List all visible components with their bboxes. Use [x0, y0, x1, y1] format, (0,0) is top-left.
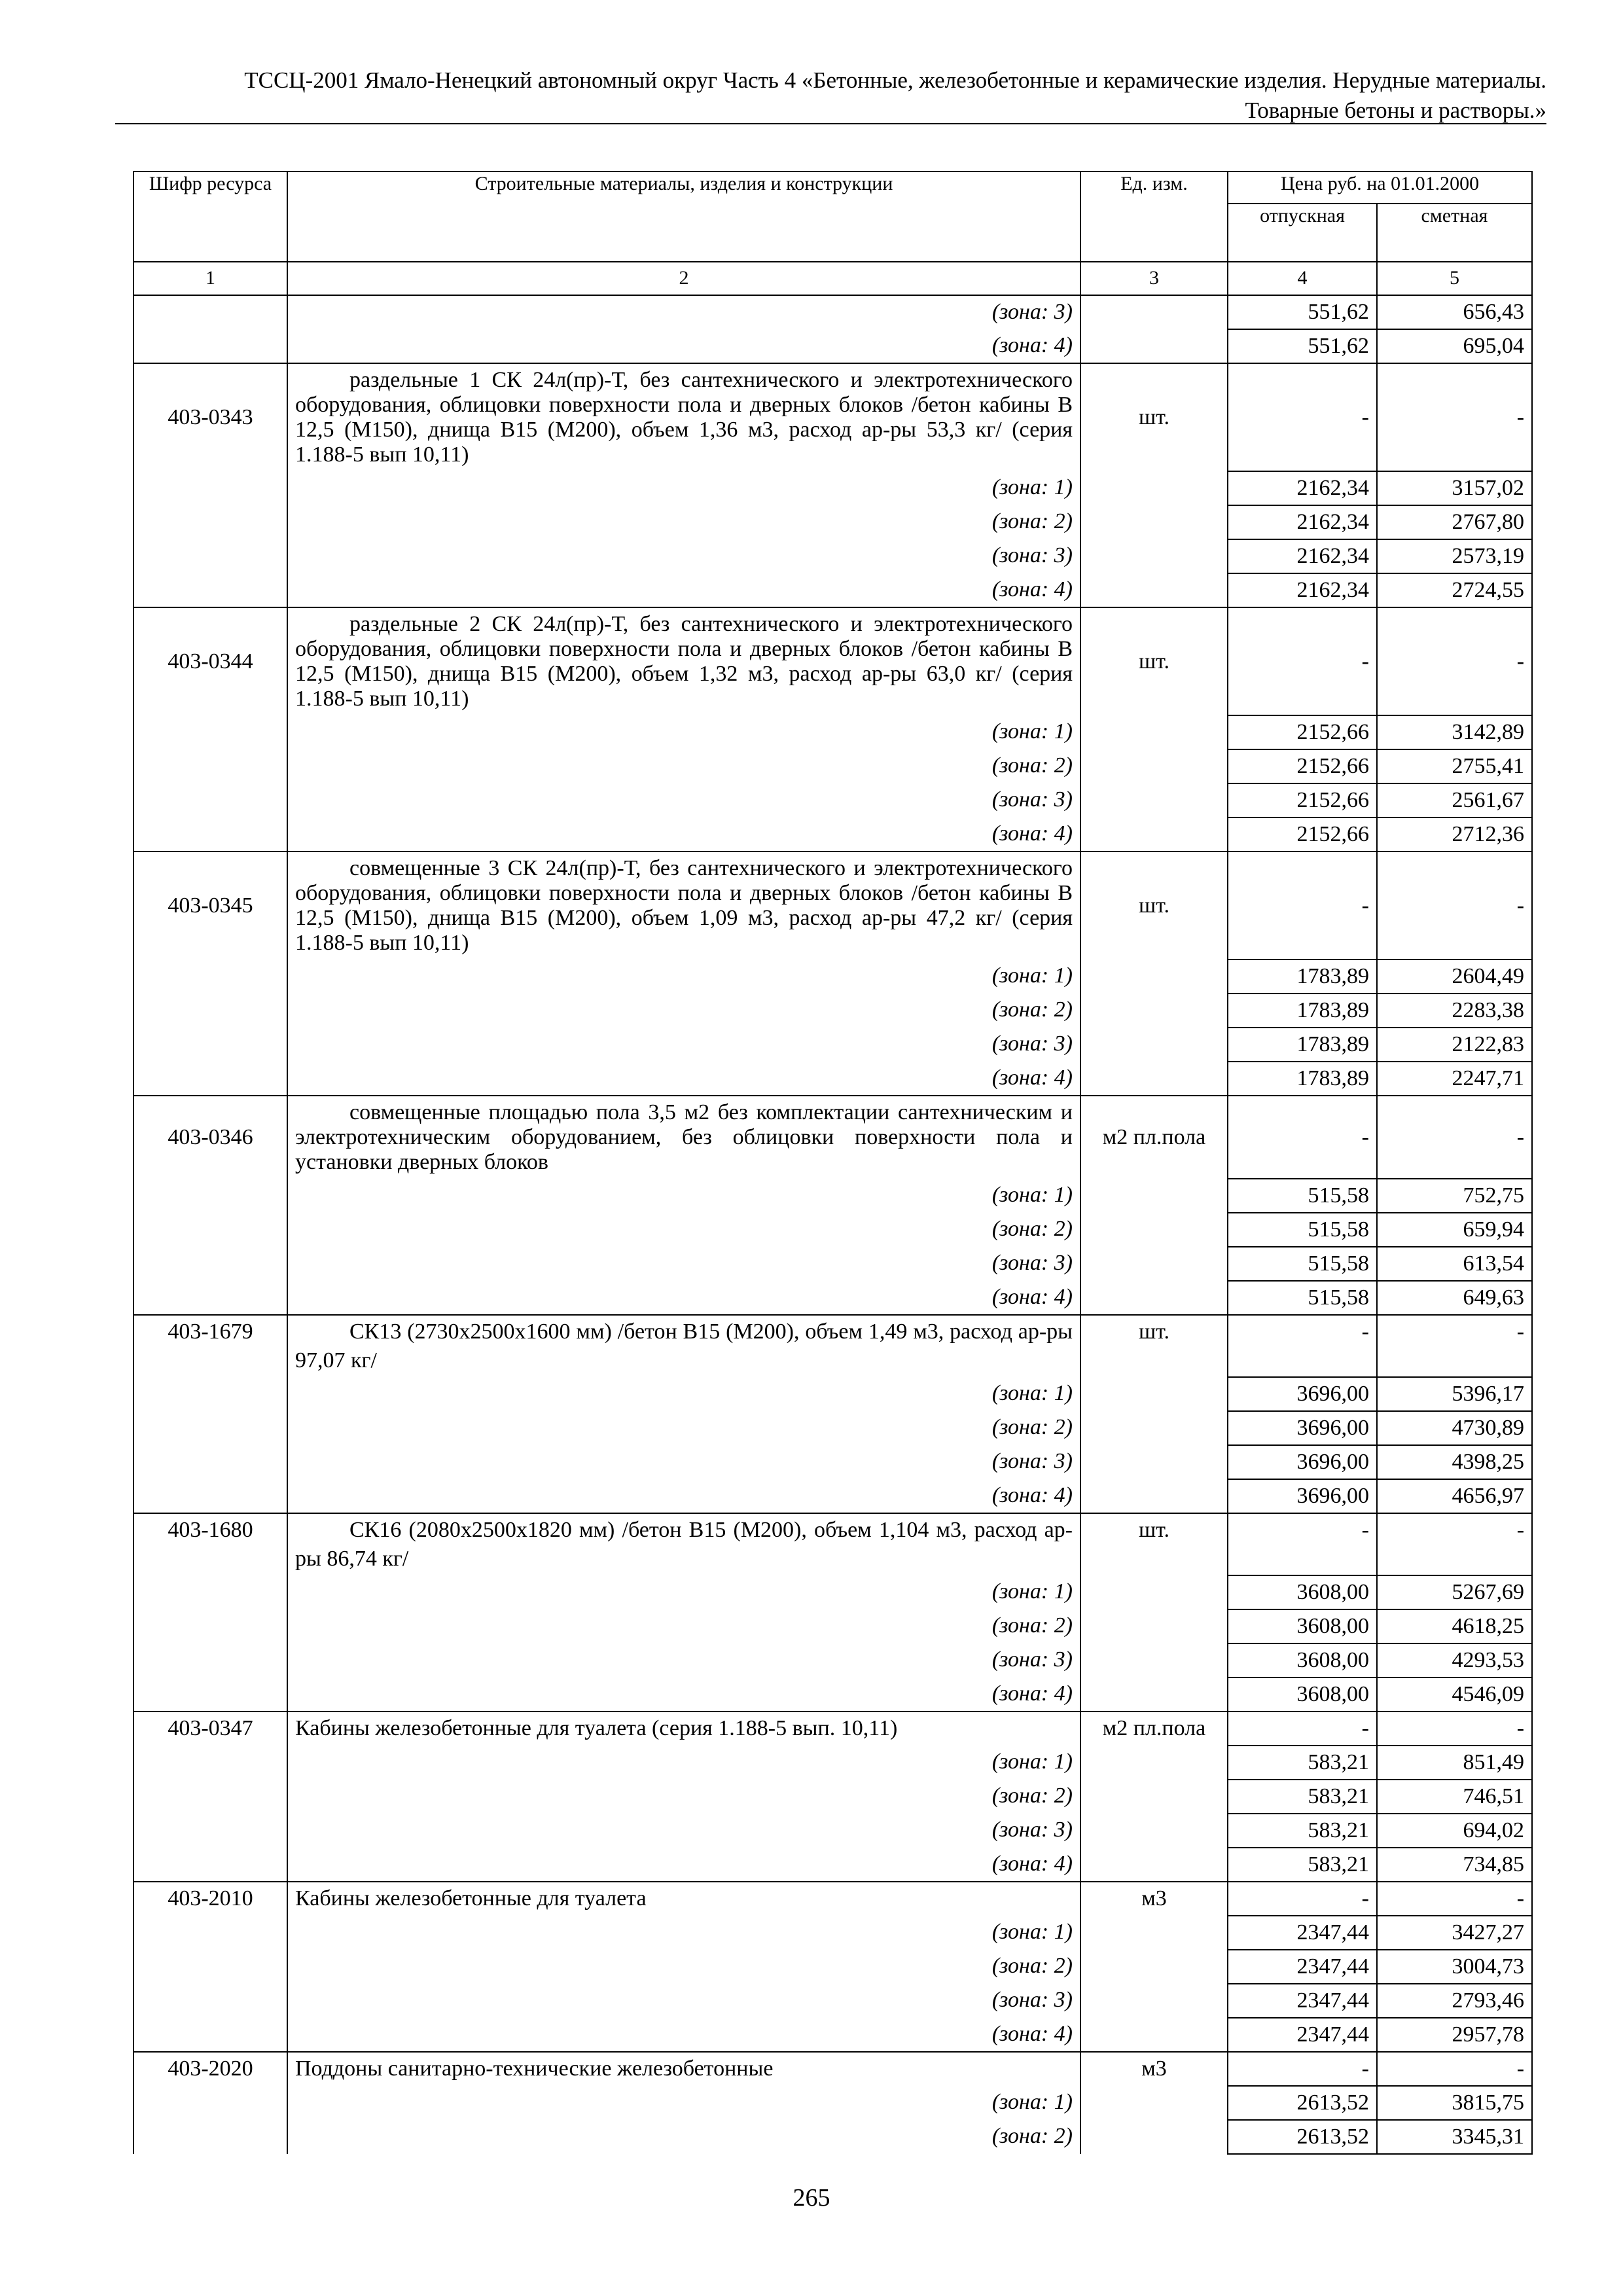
zone-release-price: 2162,34	[1228, 539, 1377, 573]
resource-code: 403-1679	[134, 1315, 287, 1377]
resource-release-price: -	[1228, 363, 1377, 471]
zone-label: (зона: 1)	[287, 1916, 1080, 1950]
resource-code: 403-1680	[134, 1513, 287, 1575]
resource-description: Кабины железобетонные для туалета (серия 1.188-5 вып. 10,11)	[295, 1716, 898, 1740]
empty-code-cell	[134, 783, 287, 817]
resource-code: 403-0347	[134, 1712, 287, 1746]
zone-estimate-price: 2755,41	[1377, 749, 1532, 783]
resource-release-price: -	[1228, 1712, 1377, 1746]
zone-label: (зона: 2)	[287, 2120, 1080, 2154]
zone-label: (зона: 4)	[287, 573, 1080, 607]
empty-unit-cell	[1080, 1479, 1228, 1513]
zone-release-price: 2162,34	[1228, 471, 1377, 505]
col-header-price-release: отпускная	[1228, 204, 1377, 262]
zone-label: (зона: 3)	[287, 1984, 1080, 2018]
zone-release-price: 583,21	[1228, 1814, 1377, 1848]
zone-row	[134, 1609, 1532, 1643]
zone-label: (зона: 2)	[287, 749, 1080, 783]
resource-row	[134, 2052, 1532, 2086]
empty-code-cell	[134, 1062, 287, 1096]
empty-code-cell	[134, 1609, 287, 1643]
resource-description-cell	[287, 1513, 1080, 1575]
zone-release-price: 2162,34	[1228, 505, 1377, 539]
zone-label: (зона: 2)	[287, 1411, 1080, 1445]
zone-release-price: 583,21	[1228, 1848, 1377, 1882]
empty-unit-cell	[1080, 715, 1228, 749]
zone-label: (зона: 4)	[287, 2018, 1080, 2052]
resource-row	[134, 1712, 1532, 1746]
resource-release-price: -	[1228, 1315, 1377, 1377]
zone-estimate-price: 613,54	[1377, 1247, 1532, 1281]
empty-unit-cell	[1080, 1814, 1228, 1848]
zone-release-price: 3696,00	[1228, 1377, 1377, 1411]
zone-row	[134, 1677, 1532, 1712]
zone-estimate-price: 2793,46	[1377, 1984, 1532, 2018]
zone-row	[134, 1445, 1532, 1479]
empty-unit-cell	[1080, 1643, 1228, 1677]
zone-release-price: 2613,52	[1228, 2086, 1377, 2120]
empty-code-cell	[134, 2120, 287, 2154]
empty-code-cell	[134, 1213, 287, 1247]
zone-estimate-price: 3142,89	[1377, 715, 1532, 749]
zone-estimate-price: 5267,69	[1377, 1575, 1532, 1609]
empty-unit-cell	[1080, 1677, 1228, 1712]
empty-unit-cell	[1080, 1213, 1228, 1247]
zone-estimate-price: 4546,09	[1377, 1677, 1532, 1712]
empty-unit-cell	[1080, 1609, 1228, 1643]
resource-unit: шт.	[1080, 852, 1228, 960]
zone-row	[134, 471, 1532, 505]
zone-row	[134, 1848, 1532, 1882]
empty-code-cell	[134, 573, 287, 607]
col-number: 1	[134, 262, 287, 295]
empty-unit-cell	[1080, 1575, 1228, 1609]
col-number: 2	[287, 262, 1080, 295]
zone-row	[134, 2018, 1532, 2052]
resource-unit: м2 пл.пола	[1080, 1096, 1228, 1179]
empty-unit-cell	[1080, 1179, 1228, 1213]
zone-release-price: 2347,44	[1228, 1950, 1377, 1984]
zone-release-price: 583,21	[1228, 1746, 1377, 1780]
zone-estimate-price: 4656,97	[1377, 1479, 1532, 1513]
empty-unit-cell	[1080, 471, 1228, 505]
resource-description: раздельные 2 СК 24л(пр)-Т, без сантехнического и электротехнического оборудования, облицовки поверхности пола и дверных блоков /бетон кабины В 12,5 (М150), днища В15 (М200), объем 1,32 м3, расход ар-ры 63,0 кг/ (серия 1.188-5 вып 10,11)	[295, 612, 1073, 711]
zone-estimate-price: 5396,17	[1377, 1377, 1532, 1411]
zone-label: (зона: 1)	[287, 1377, 1080, 1411]
resource-description-cell	[287, 607, 1080, 715]
col-number: 4	[1228, 262, 1377, 295]
empty-code-cell	[134, 1445, 287, 1479]
zone-release-price: 515,58	[1228, 1179, 1377, 1213]
empty-unit-cell	[1080, 295, 1228, 329]
empty-code-cell	[134, 1916, 287, 1950]
empty-code-cell	[134, 1411, 287, 1445]
zone-estimate-price: 3157,02	[1377, 471, 1532, 505]
zone-release-price: 515,58	[1228, 1281, 1377, 1315]
header-line-2: Товарные бетоны и растворы.»	[1245, 98, 1546, 123]
zone-label: (зона: 1)	[287, 1746, 1080, 1780]
empty-code-cell	[134, 1247, 287, 1281]
empty-code-cell	[134, 1281, 287, 1315]
resource-row	[134, 852, 1532, 960]
zone-release-price: 1783,89	[1228, 1028, 1377, 1062]
resource-description-cell	[287, 1315, 1080, 1377]
zone-estimate-price: 2283,38	[1377, 994, 1532, 1028]
resource-unit: м2 пл.пола	[1080, 1712, 1228, 1746]
zone-estimate-price: 2122,83	[1377, 1028, 1532, 1062]
zone-estimate-price: 2604,49	[1377, 960, 1532, 994]
zone-release-price: 3608,00	[1228, 1677, 1377, 1712]
resource-description-cell	[287, 1712, 1080, 1746]
zone-label: (зона: 4)	[287, 1848, 1080, 1882]
zone-estimate-price: 2767,80	[1377, 505, 1532, 539]
empty-unit-cell	[1080, 783, 1228, 817]
empty-unit-cell	[1080, 1028, 1228, 1062]
resource-estimate-price: -	[1377, 363, 1532, 471]
zone-release-price: 2152,66	[1228, 749, 1377, 783]
empty-code-cell	[134, 1028, 287, 1062]
resource-estimate-price: -	[1377, 1315, 1532, 1377]
resource-release-price: -	[1228, 1096, 1377, 1179]
resource-row	[134, 1882, 1532, 1916]
col-number: 3	[1080, 262, 1228, 295]
resource-release-price: -	[1228, 1882, 1377, 1916]
resource-code: 403-0346	[134, 1096, 287, 1179]
zone-row	[134, 1780, 1532, 1814]
zone-estimate-price: 3004,73	[1377, 1950, 1532, 1984]
zone-row	[134, 1984, 1532, 2018]
resource-description-cell	[287, 1096, 1080, 1179]
empty-unit-cell	[1080, 1445, 1228, 1479]
empty-code-cell	[134, 295, 287, 329]
empty-code-cell	[134, 1848, 287, 1882]
resource-description: СК16 (2080х2500х1820 мм) /бетон В15 (М200), объем 1,104 м3, расход ар-ры 86,74 кг/	[295, 1518, 1073, 1571]
zone-label: (зона: 3)	[287, 1247, 1080, 1281]
empty-code-cell	[134, 329, 287, 363]
zone-row	[134, 573, 1532, 607]
zone-estimate-price: 4398,25	[1377, 1445, 1532, 1479]
zone-row	[134, 1643, 1532, 1677]
zone-row	[134, 1281, 1532, 1315]
zone-release-price: 2152,66	[1228, 715, 1377, 749]
zone-estimate-price: 746,51	[1377, 1780, 1532, 1814]
zone-row	[134, 1062, 1532, 1096]
zone-label: (зона: 2)	[287, 1780, 1080, 1814]
zone-label: (зона: 4)	[287, 329, 1080, 363]
zone-release-price: 583,21	[1228, 1780, 1377, 1814]
zone-row	[134, 1950, 1532, 1984]
zone-label: (зона: 4)	[287, 1677, 1080, 1712]
empty-unit-cell	[1080, 1950, 1228, 1984]
zone-estimate-price: 3427,27	[1377, 1916, 1532, 1950]
empty-code-cell	[134, 1746, 287, 1780]
empty-unit-cell	[1080, 2018, 1228, 2052]
resource-description-cell	[287, 2052, 1080, 2086]
zone-estimate-price: 695,04	[1377, 329, 1532, 363]
empty-code-cell	[134, 1377, 287, 1411]
col-header-code: Шифр ресурса	[134, 171, 287, 262]
resource-description-cell	[287, 363, 1080, 471]
header-line-1: ТССЦ-2001 Ямало-Ненецкий автономный округ Часть 4 «Бетонные, железобетонные и керамические изделия. Нерудные материалы.	[244, 67, 1546, 93]
empty-code-cell	[134, 1479, 287, 1513]
zone-row	[134, 1247, 1532, 1281]
resource-unit: шт.	[1080, 607, 1228, 715]
zone-release-price: 3608,00	[1228, 1575, 1377, 1609]
empty-unit-cell	[1080, 960, 1228, 994]
zone-release-price: 2613,52	[1228, 2120, 1377, 2154]
zone-release-price: 1783,89	[1228, 960, 1377, 994]
zone-row	[134, 539, 1532, 573]
zone-row	[134, 1814, 1532, 1848]
zone-row	[134, 994, 1532, 1028]
empty-unit-cell	[1080, 817, 1228, 852]
zone-label: (зона: 1)	[287, 1575, 1080, 1609]
zone-row	[134, 329, 1532, 363]
resource-release-price: -	[1228, 1513, 1377, 1575]
resource-description: Кабины железобетонные для туалета	[295, 1886, 647, 1910]
col-header-name: Строительные материалы, изделия и конструкции	[287, 171, 1080, 262]
empty-code-cell	[134, 994, 287, 1028]
zone-label: (зона: 4)	[287, 1479, 1080, 1513]
zone-estimate-price: 4618,25	[1377, 1609, 1532, 1643]
resource-unit: шт.	[1080, 1513, 1228, 1575]
empty-code-cell	[134, 2018, 287, 2052]
resource-row	[134, 1315, 1532, 1377]
zone-estimate-price: 2957,78	[1377, 2018, 1532, 2052]
price-table	[133, 171, 1533, 2155]
page-number: 265	[793, 2184, 830, 2212]
empty-code-cell	[134, 539, 287, 573]
resource-description: СК13 (2730х2500х1600 мм) /бетон В15 (М200), объем 1,49 м3, расход ар-ры 97,07 кг/	[295, 1319, 1073, 1372]
zone-label: (зона: 3)	[287, 1814, 1080, 1848]
zone-label: (зона: 2)	[287, 505, 1080, 539]
zone-row	[134, 2120, 1532, 2154]
resource-description: совмещенные площадью пола 3,5 м2 без комплектации сантехническим и электротехническим оборудованием, без облицовки поверхности пола и установки дверных блоков	[295, 1100, 1073, 1174]
zone-estimate-price: 2712,36	[1377, 817, 1532, 852]
zone-label: (зона: 3)	[287, 1028, 1080, 1062]
table-body	[134, 295, 1532, 2154]
resource-row	[134, 1513, 1532, 1575]
resource-description: Поддоны санитарно-технические железобетонные	[295, 2056, 774, 2081]
resource-unit: м3	[1080, 1882, 1228, 1916]
zone-label: (зона: 2)	[287, 1609, 1080, 1643]
zone-row	[134, 749, 1532, 783]
zone-row	[134, 1916, 1532, 1950]
resource-estimate-price: -	[1377, 852, 1532, 960]
zone-estimate-price: 4730,89	[1377, 1411, 1532, 1445]
zone-label: (зона: 3)	[287, 1643, 1080, 1677]
zone-estimate-price: 656,43	[1377, 295, 1532, 329]
resource-estimate-price: -	[1377, 1882, 1532, 1916]
zone-row	[134, 295, 1532, 329]
empty-code-cell	[134, 505, 287, 539]
zone-release-price: 551,62	[1228, 329, 1377, 363]
zone-row	[134, 1179, 1532, 1213]
zone-release-price: 3608,00	[1228, 1643, 1377, 1677]
empty-code-cell	[134, 715, 287, 749]
empty-unit-cell	[1080, 2086, 1228, 2120]
empty-unit-cell	[1080, 1247, 1228, 1281]
empty-code-cell	[134, 1984, 287, 2018]
zone-row	[134, 817, 1532, 852]
zone-label: (зона: 3)	[287, 539, 1080, 573]
zone-release-price: 1783,89	[1228, 994, 1377, 1028]
resource-release-price: -	[1228, 607, 1377, 715]
resource-unit: м3	[1080, 2052, 1228, 2086]
resource-code: 403-0344	[134, 607, 287, 715]
zone-estimate-price: 3815,75	[1377, 2086, 1532, 2120]
zone-label: (зона: 1)	[287, 1179, 1080, 1213]
empty-unit-cell	[1080, 1848, 1228, 1882]
resource-release-price: -	[1228, 852, 1377, 960]
empty-code-cell	[134, 1814, 287, 1848]
zone-row	[134, 960, 1532, 994]
resource-code: 403-0343	[134, 363, 287, 471]
empty-unit-cell	[1080, 1062, 1228, 1096]
zone-row	[134, 715, 1532, 749]
resource-estimate-price: -	[1377, 1712, 1532, 1746]
zone-row	[134, 1575, 1532, 1609]
zone-label: (зона: 3)	[287, 783, 1080, 817]
zone-label: (зона: 4)	[287, 817, 1080, 852]
page-header	[115, 65, 1546, 126]
zone-label: (зона: 2)	[287, 1950, 1080, 1984]
zone-release-price: 2162,34	[1228, 573, 1377, 607]
zone-label: (зона: 4)	[287, 1281, 1080, 1315]
resource-description: раздельные 1 СК 24л(пр)-Т, без сантехнического и электротехнического оборудования, облицовки поверхности пола и дверных блоков /бетон кабины В 12,5 (М150), днища В15 (М200), объем 1,36 м3, расход ар-ры 53,3 кг/ (серия 1.188-5 вып 10,11)	[295, 368, 1073, 467]
zone-estimate-price: 2573,19	[1377, 539, 1532, 573]
zone-release-price: 3696,00	[1228, 1411, 1377, 1445]
empty-unit-cell	[1080, 1411, 1228, 1445]
empty-unit-cell	[1080, 2120, 1228, 2154]
resource-row	[134, 607, 1532, 715]
resource-estimate-price: -	[1377, 1513, 1532, 1575]
zone-release-price: 515,58	[1228, 1213, 1377, 1247]
resource-code: 403-2010	[134, 1882, 287, 1916]
resource-unit: шт.	[1080, 363, 1228, 471]
resource-release-price: -	[1228, 2052, 1377, 2086]
zone-row	[134, 1213, 1532, 1247]
zone-release-price: 2347,44	[1228, 1916, 1377, 1950]
zone-estimate-price: 659,94	[1377, 1213, 1532, 1247]
empty-code-cell	[134, 960, 287, 994]
empty-unit-cell	[1080, 749, 1228, 783]
empty-code-cell	[134, 817, 287, 852]
zone-estimate-price: 2724,55	[1377, 573, 1532, 607]
zone-estimate-price: 2561,67	[1377, 783, 1532, 817]
empty-code-cell	[134, 2086, 287, 2120]
empty-unit-cell	[1080, 1780, 1228, 1814]
empty-code-cell	[134, 1179, 287, 1213]
zone-label: (зона: 1)	[287, 715, 1080, 749]
empty-code-cell	[134, 471, 287, 505]
zone-estimate-price: 649,63	[1377, 1281, 1532, 1315]
empty-unit-cell	[1080, 1916, 1228, 1950]
zone-release-price: 2347,44	[1228, 1984, 1377, 2018]
zone-estimate-price: 752,75	[1377, 1179, 1532, 1213]
zone-release-price: 2347,44	[1228, 2018, 1377, 2052]
zone-release-price: 1783,89	[1228, 1062, 1377, 1096]
resource-estimate-price: -	[1377, 1096, 1532, 1179]
empty-unit-cell	[1080, 1984, 1228, 2018]
zone-estimate-price: 4293,53	[1377, 1643, 1532, 1677]
zone-label: (зона: 4)	[287, 1062, 1080, 1096]
empty-code-cell	[134, 1677, 287, 1712]
empty-code-cell	[134, 1780, 287, 1814]
zone-label: (зона: 2)	[287, 1213, 1080, 1247]
resource-unit: шт.	[1080, 1315, 1228, 1377]
empty-code-cell	[134, 749, 287, 783]
zone-estimate-price: 2247,71	[1377, 1062, 1532, 1096]
empty-unit-cell	[1080, 1377, 1228, 1411]
zone-estimate-price: 694,02	[1377, 1814, 1532, 1848]
zone-row	[134, 1028, 1532, 1062]
resource-row	[134, 1096, 1532, 1179]
col-header-unit: Ед. изм.	[1080, 171, 1228, 262]
resource-description: совмещенные 3 СК 24л(пр)-Т, без сантехнического и электротехнического оборудования, облицовки поверхности пола и дверных блоков /бетон кабины В 12,5 (М150), днища В15 (М200), объем 1,09 м3, расход ар-ры 47,2 кг/ (серия 1.188-5 вып 10,11)	[295, 856, 1073, 955]
zone-row	[134, 2086, 1532, 2120]
zone-row	[134, 1479, 1532, 1513]
zone-row	[134, 1746, 1532, 1780]
zone-label: (зона: 3)	[287, 1445, 1080, 1479]
empty-code-cell	[134, 1575, 287, 1609]
zone-estimate-price: 734,85	[1377, 1848, 1532, 1882]
zone-release-price: 515,58	[1228, 1247, 1377, 1281]
zone-row	[134, 505, 1532, 539]
zone-label: (зона: 1)	[287, 471, 1080, 505]
empty-unit-cell	[1080, 539, 1228, 573]
zone-release-price: 3696,00	[1228, 1445, 1377, 1479]
empty-unit-cell	[1080, 994, 1228, 1028]
resource-code: 403-2020	[134, 2052, 287, 2086]
empty-code-cell	[134, 1643, 287, 1677]
resource-description-cell	[287, 1882, 1080, 1916]
col-header-price-estimate: сметная	[1377, 204, 1532, 262]
empty-unit-cell	[1080, 505, 1228, 539]
zone-label: (зона: 2)	[287, 994, 1080, 1028]
resource-row	[134, 363, 1532, 471]
zone-row	[134, 1411, 1532, 1445]
empty-unit-cell	[1080, 1746, 1228, 1780]
zone-label: (зона: 1)	[287, 2086, 1080, 2120]
zone-release-price: 3608,00	[1228, 1609, 1377, 1643]
empty-unit-cell	[1080, 1281, 1228, 1315]
zone-row	[134, 783, 1532, 817]
zone-label: (зона: 3)	[287, 295, 1080, 329]
resource-description-cell	[287, 852, 1080, 960]
zone-estimate-price: 851,49	[1377, 1746, 1532, 1780]
zone-label: (зона: 1)	[287, 960, 1080, 994]
zone-release-price: 551,62	[1228, 295, 1377, 329]
col-header-price-group: Цена руб. на 01.01.2000	[1228, 171, 1532, 204]
resource-estimate-price: -	[1377, 2052, 1532, 2086]
zone-release-price: 2152,66	[1228, 783, 1377, 817]
col-number: 5	[1377, 262, 1532, 295]
empty-unit-cell	[1080, 573, 1228, 607]
resource-estimate-price: -	[1377, 607, 1532, 715]
zone-release-price: 2152,66	[1228, 817, 1377, 852]
zone-estimate-price: 3345,31	[1377, 2120, 1532, 2154]
empty-code-cell	[134, 1950, 287, 1984]
empty-unit-cell	[1080, 329, 1228, 363]
zone-row	[134, 1377, 1532, 1411]
resource-code: 403-0345	[134, 852, 287, 960]
header-divider	[115, 123, 1546, 124]
zone-release-price: 3696,00	[1228, 1479, 1377, 1513]
